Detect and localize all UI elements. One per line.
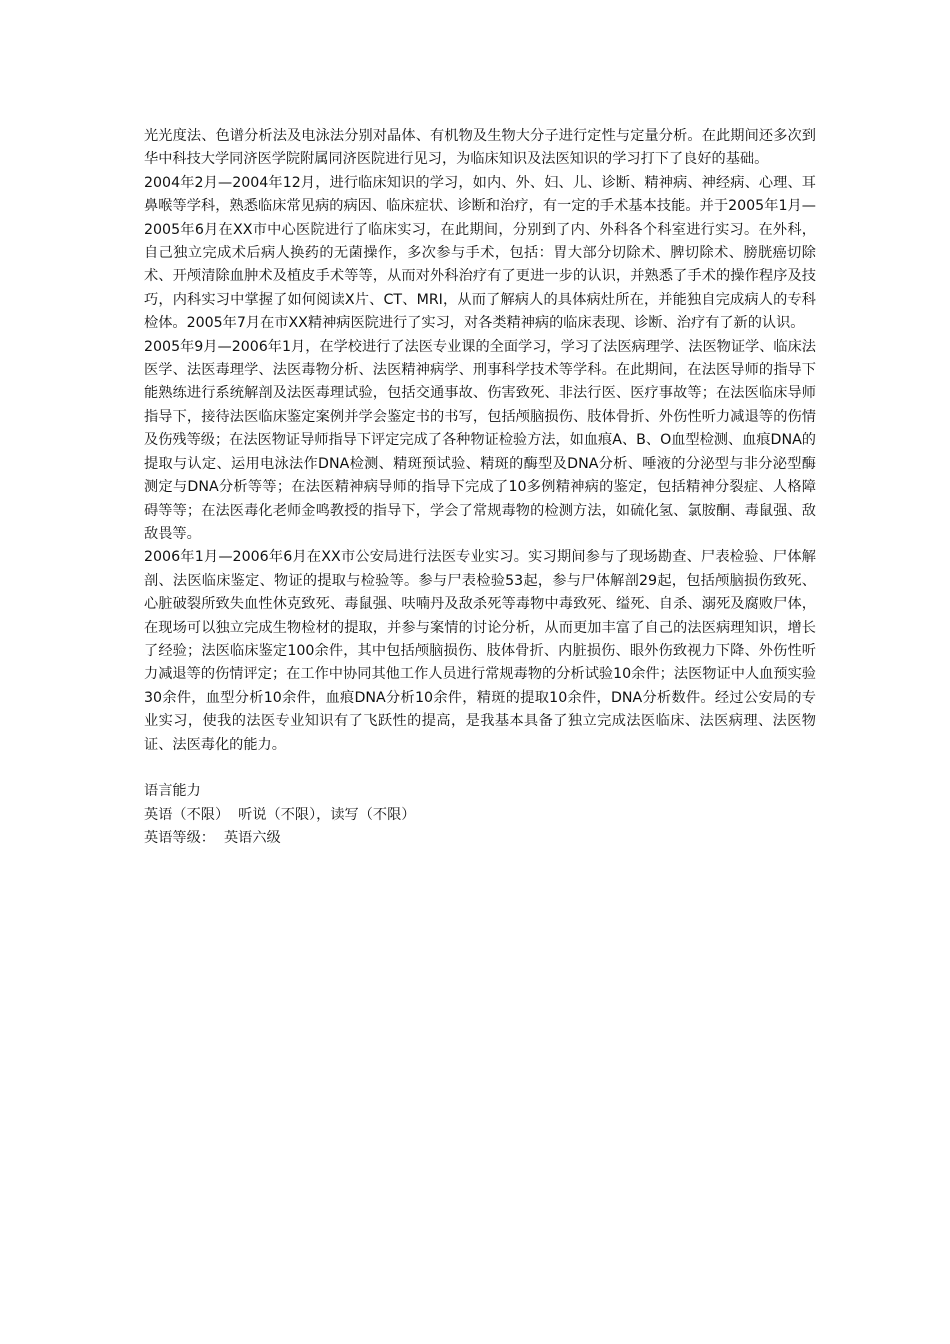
paragraph-police-internship: 2006年1月—2006年6月在XX市公安局进行法医专业实习。实习期间参与了现场勘查、尸表检验、尸体解剖、法医临床鉴定、物证的提取与检验等。参与尸表检验53起，参与尸体解剖29起，包括颅脑损伤致死、心脏破裂所致失血性休克致死、毒鼠强、呋喃丹及敌杀死等毒物中毒致死、缢死、自杀、溺死及腐败尸体，在现场可以独立完成生物检材的提取，并参与案情的讨论分析，从而更加丰富了自己的法医病理知识，增长了经验；法医临床鉴定100余件，其中包括颅脑损伤、肢体骨折、内脏损伤、眼外伤致视力下降、外伤性听力减退等的伤情评定；在工作中协同其他工作人员进行常规毒物的分析试验10余件；法医物证中人血预实验30余件，血型分析10余件，血痕DNA分析10余件，精斑的提取10余件，DNA分析数件。经过公安局的专业实习，使我的法医专业知识有了飞跃性的提高，是我基本具备了独立完成法医临床、法医病理、法医物证、法医毒化的能力。 [144, 549, 816, 753]
paragraph-lab-methods: 光光度法、色谱分析法及电泳法分别对晶体、有机物及生物大分子进行定性与定量分析。在此期间还多次到华中科技大学同济医学院附属同济医院进行见习，为临床知识及法医知识的学习打下了良好的基础。 [144, 128, 816, 168]
language-section [144, 780, 816, 850]
language-heading: 语言能力 [144, 783, 201, 800]
blank-line [144, 757, 816, 780]
paragraph-clinical-study: 2004年2月—2004年12月，进行临床知识的学习，如内、外、妇、儿、诊断、精神病、神经病、心理、耳鼻喉等学科，熟悉临床常见病的病因、临床症状、诊断和治疗，有一定的手术基本技能。并于2005年1月—2005年6月在XX市中心医院进行了临床实习，在此期间，分别到了内、外科各个科室进行实习。在外科，自己独立完成术后病人换药的无菌操作，多次参与手术，包括：胃大部分切除术、脾切除术、膀胱癌切除术、开颅清除血肿术及植皮手术等等，从而对外科治疗有了更进一步的认识，并熟悉了手术的操作程序及技巧，内科实习中掌握了如何阅读X片、CT、MRI，从而了解病人的具体病灶所在，并能独自完成病人的专科检体。2005年7月在市XX精神病医院进行了实习，对各类精神病的临床表现、诊断、治疗有了新的认识。 [144, 174, 816, 332]
english-level-line: 英语等级： 英语六级 [144, 830, 281, 847]
paragraph-forensic-courses: 2005年9月—2006年1月，在学校进行了法医专业课的全面学习，学习了法医病理学、法医物证学、临床法医学、法医毒理学、法医毒物分析、法医精神病学、刑事科学技术等学科。在此期间，在法医导师的指导下能熟练进行系统解剖及法医毒理试验，包括交通事故、伤害致死、非法行医、医疗事故等；在法医临床导师指导下，接待法医临床鉴定案例并学会鉴定书的书写，包括颅脑损伤、肢体骨折、外伤性听力减退等的伤情及伤残等级；在法医物证导师指导下评定完成了各种物证检验方法，如血痕A、B、O血型检测、血痕DNA的提取与认定、运用电泳法作DNA检测、精斑预试验、精斑的酶型及DNA分析、唾液的分泌型与非分泌型酶测定与DNA分析等等；在法医精神病导师的指导下完成了10多例精神病的鉴定，包括精神分裂症、人格障碍等等；在法医毒化老师金鸣教授的指导下，学会了常规毒物的检测方法，如硫化氢、氯胺酮、毒鼠强、敌敌畏等。 [144, 338, 816, 542]
document-body [144, 125, 816, 851]
english-ability-line: 英语（不限） 听说（不限），读写（不限） [144, 806, 416, 823]
